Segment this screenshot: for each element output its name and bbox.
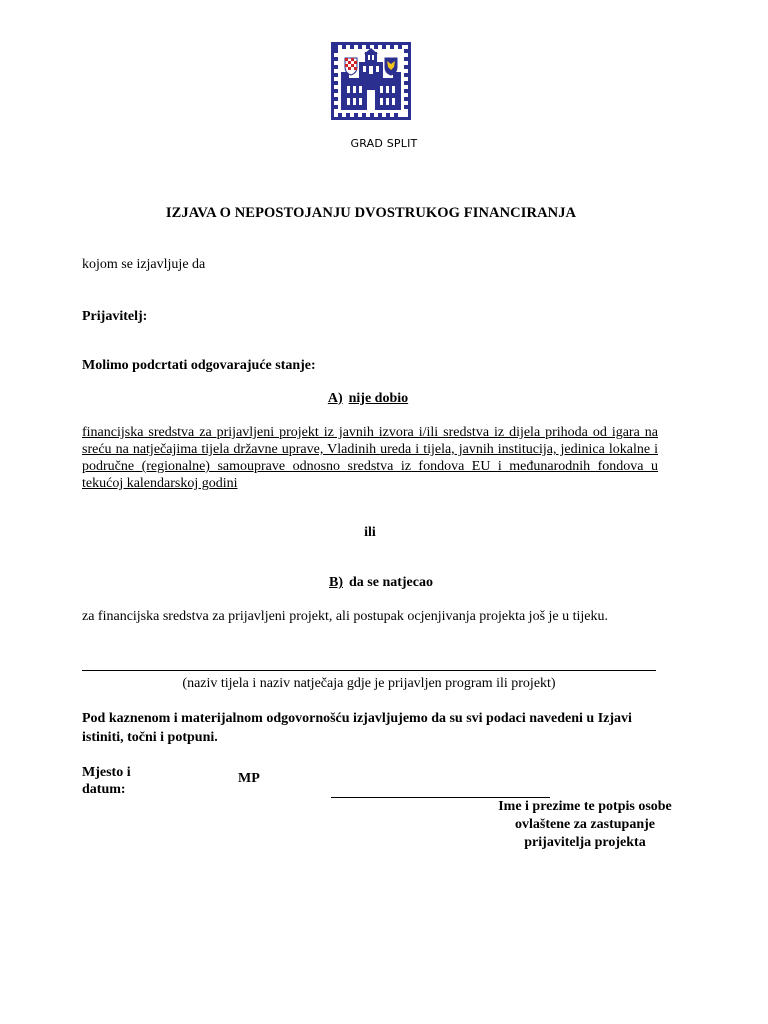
option-b-letter: B) [329, 575, 343, 590]
city-name: GRAD SPLIT [350, 137, 418, 150]
option-b-text: za financijska sredstva za prijavljeni projekt, ali postupak ocjenjivanja projekta još je u tijeku. [82, 609, 608, 624]
option-a-heading [0, 391, 736, 407]
declaration-text: Pod kaznenom i materijalnom odgovornošću izjavljujemo da su svi podaci navedeni u Izjavi istiniti, točni i potpuni. [82, 711, 632, 745]
document-title: IZJAVA O NEPOSTOJANJU DVOSTRUKOG FINANCIRANJA [165, 205, 577, 221]
city-coat-of-arms-icon [331, 42, 411, 120]
applicant-label: Prijavitelj: [82, 309, 148, 324]
option-a-label: nije dobio [348, 391, 409, 406]
instruction-text: Molimo podcrtati odgovarajuće stanje: [82, 358, 316, 373]
option-a-text: financijska sredstva za prijavljeni projekt iz javnih izvora i/ili sredstva iz dijela prihoda od igara na sreću na natječajima tijela državne uprave, Vladinih ureda i tijela, javnih institucija, jedinica lokalne i područne (regionalne) samouprave odnosno sredstva iz fondova EU i međunarodnih fondova u tekućoj kalendarskoj godini [82, 425, 658, 491]
stamp-label: MP [238, 771, 260, 786]
place-date-label: Mjesto i datum: [82, 765, 131, 797]
intro-text: kojom se izjavljuje da [82, 257, 206, 272]
option-b-label: da se natjecao [349, 575, 433, 590]
option-a-letter: A) [327, 391, 343, 406]
fill-in-line [82, 670, 656, 671]
signature-caption: Ime i prezime te potpis osobe ovlaštene za zastupanje prijavitelja projekta [498, 799, 672, 850]
option-b-heading [0, 575, 762, 591]
separator-text: ili [364, 525, 376, 540]
fill-in-line-caption: (naziv tijela i naziv natječaja gdje je prijavljen program ili projekt) [182, 676, 556, 691]
